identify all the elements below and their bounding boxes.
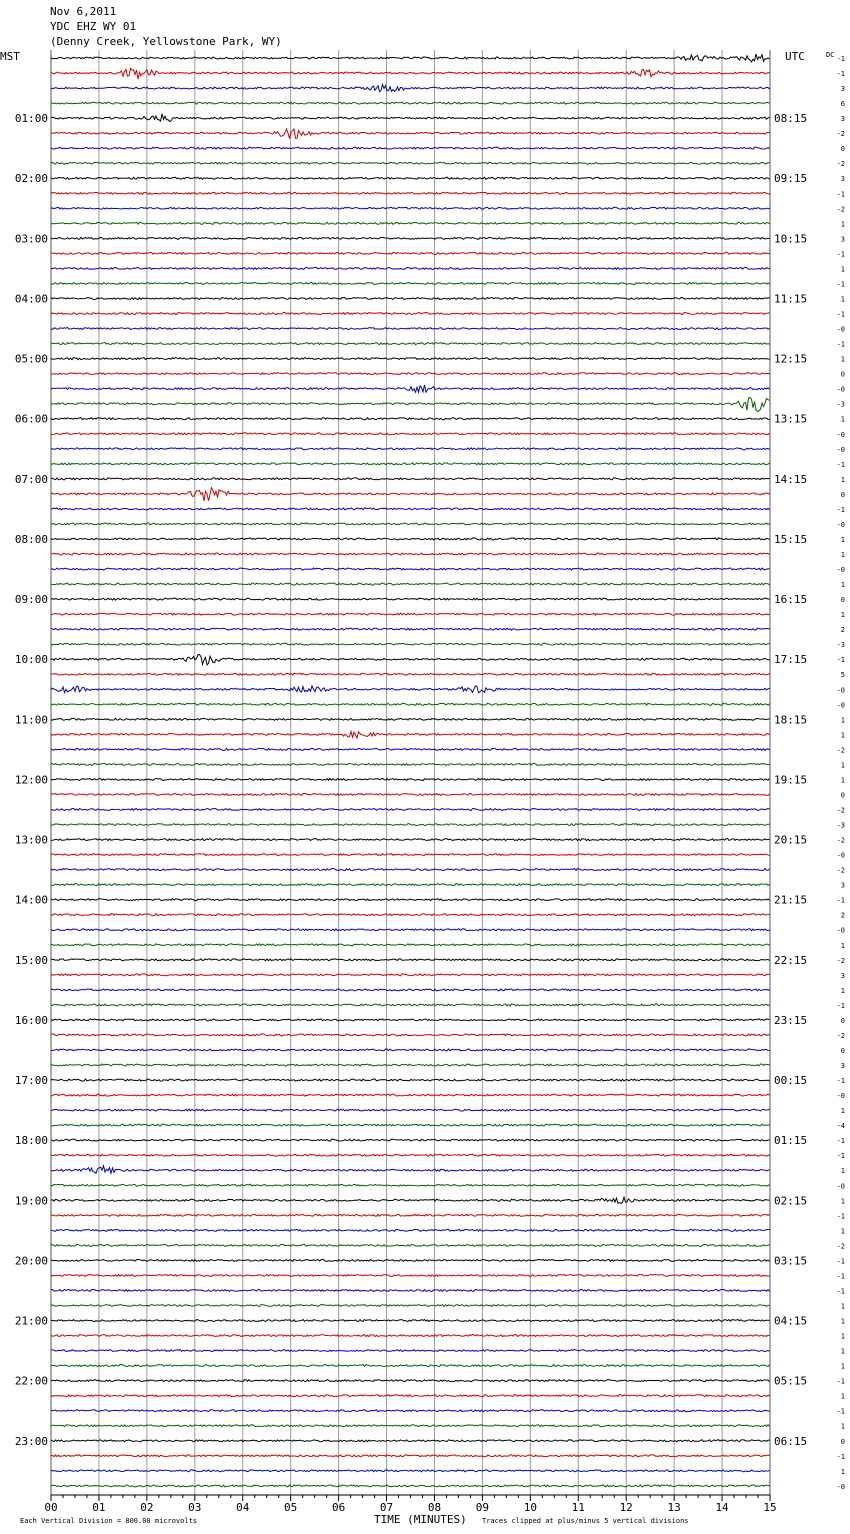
- utc-hour-label: 02:15: [774, 1194, 808, 1208]
- dc-offset-value: -2: [836, 1242, 845, 1251]
- seismic-trace: [51, 1319, 770, 1321]
- dc-offset-value: 1: [840, 1107, 845, 1116]
- seismic-trace: [51, 328, 770, 330]
- seismic-trace: [51, 1139, 770, 1141]
- x-tick-label: 06: [331, 1501, 346, 1514]
- seismic-trace: [51, 1166, 770, 1174]
- dc-offset-value: -0: [836, 430, 845, 439]
- dc-offset-value: -2: [836, 866, 845, 875]
- utc-hour-label: 06:15: [774, 1434, 808, 1448]
- dc-offset-value: 5: [840, 671, 845, 680]
- dc-offset-value: -1: [836, 1257, 845, 1266]
- dc-offset-value: -0: [836, 445, 845, 454]
- dc-offset-value: -1: [836, 190, 845, 199]
- seismic-trace: [51, 839, 770, 841]
- dc-offset-value: 1: [840, 776, 845, 785]
- mst-hour-label: 22:00: [14, 1374, 48, 1388]
- mst-hour-label: 10:00: [14, 653, 48, 667]
- x-tick-label: 11: [571, 1501, 585, 1514]
- dc-offset-value: -1: [836, 1452, 845, 1461]
- label-group: [15, 55, 845, 1514]
- seismic-trace: [51, 718, 770, 720]
- seismic-trace: [51, 808, 770, 810]
- mst-axis-label: MST: [0, 50, 20, 63]
- x-tick-label: 02: [140, 1501, 154, 1514]
- dc-offset-value: -0: [836, 926, 845, 935]
- seismic-trace: [51, 1094, 770, 1096]
- dc-offset-value: 0: [840, 791, 845, 800]
- seismic-trace: [51, 583, 770, 585]
- dc-offset-value: 1: [840, 265, 845, 274]
- seismic-trace: [51, 703, 770, 705]
- mst-hour-label: 03:00: [14, 232, 48, 246]
- dc-offset-value: 1: [840, 220, 845, 229]
- seismic-trace: [51, 267, 770, 269]
- dc-offset-value: 0: [840, 1016, 845, 1025]
- dc-offset-value: 3: [840, 881, 845, 890]
- dc-offset-value: -1: [836, 505, 845, 514]
- seismic-trace: [51, 974, 770, 976]
- seismic-trace: [51, 763, 770, 765]
- seismic-trace: [51, 731, 770, 738]
- seismic-trace: [51, 1410, 770, 1412]
- dc-offset-value: -0: [836, 1182, 845, 1191]
- mst-hour-label: 19:00: [14, 1194, 48, 1208]
- seismic-trace: [51, 1244, 770, 1246]
- dc-offset-value: 2: [840, 626, 845, 635]
- mst-hour-label: 15:00: [14, 953, 48, 967]
- seismic-trace: [51, 748, 770, 750]
- seismic-trace: [51, 312, 770, 314]
- station-title: YDC EHZ WY 01: [50, 20, 137, 33]
- dc-offset-value: 3: [840, 115, 845, 124]
- seismic-trace: [51, 1395, 770, 1397]
- seismic-trace: [51, 1214, 770, 1216]
- dc-offset-value: 1: [840, 355, 845, 364]
- dc-offset-value: 1: [840, 986, 845, 995]
- utc-axis-label: UTC: [785, 50, 805, 63]
- seismic-trace: [51, 508, 770, 510]
- mst-hour-label: 17:00: [14, 1074, 48, 1088]
- dc-offset-value: 1: [840, 295, 845, 304]
- seismic-trace: [51, 1124, 770, 1126]
- seismic-trace: [51, 162, 770, 164]
- x-tick-label: 08: [427, 1501, 442, 1514]
- seismic-trace: [51, 1470, 770, 1472]
- dc-offset-value: -2: [836, 806, 845, 815]
- x-tick-label: 00: [44, 1501, 58, 1514]
- dc-offset-value: 6: [840, 100, 845, 109]
- utc-hour-label: 08:15: [774, 112, 808, 126]
- seismic-trace: [51, 488, 770, 501]
- x-tick-label: 13: [667, 1501, 681, 1514]
- seismic-trace: [51, 778, 770, 780]
- dc-offset-value: 1: [840, 415, 845, 424]
- seismic-trace: [51, 114, 770, 122]
- mst-hour-label: 08:00: [14, 532, 48, 546]
- seismic-trace: [51, 373, 770, 375]
- seismic-trace: [51, 343, 770, 345]
- utc-hour-label: 10:15: [774, 232, 808, 246]
- x-tick-label: 03: [188, 1501, 202, 1514]
- seismic-trace: [51, 102, 770, 104]
- seismic-trace: [51, 385, 770, 392]
- clip-note: Traces clipped at plus/minus 5 vertical divisions: [482, 1517, 689, 1525]
- dc-offset-value: 3: [840, 971, 845, 980]
- dc-offset-value: -1: [836, 1137, 845, 1146]
- dc-offset-value: -1: [836, 1212, 845, 1221]
- utc-hour-label: 22:15: [774, 953, 808, 967]
- seismic-trace: [51, 1485, 770, 1487]
- utc-hour-label: 20:15: [774, 833, 808, 847]
- x-tick-label: 01: [92, 1501, 106, 1514]
- seismic-trace: [51, 989, 770, 991]
- dc-offset-value: -1: [836, 310, 845, 319]
- dc-offset-value: -1: [836, 250, 845, 259]
- dc-offset-value: -2: [836, 130, 845, 139]
- dc-offset-value: -2: [836, 746, 845, 755]
- location-title: (Denny Creek, Yellowstone Park, WY): [50, 35, 282, 48]
- seismic-trace: [51, 1034, 770, 1036]
- mst-hour-label: 11:00: [14, 713, 48, 727]
- dc-offset-value: -3: [836, 821, 845, 830]
- x-tick-label: 12: [619, 1501, 633, 1514]
- utc-hour-label: 14:15: [774, 472, 808, 486]
- dc-offset-value: 3: [840, 235, 845, 244]
- dc-offset-value: 1: [840, 1392, 845, 1401]
- utc-hour-label: 11:15: [774, 292, 808, 306]
- dc-offset-value: -2: [836, 956, 845, 965]
- dc-offset-value: -0: [836, 566, 845, 575]
- dc-offset-value: -1: [836, 896, 845, 905]
- dc-offset-value: -0: [836, 686, 845, 695]
- utc-hour-label: 21:15: [774, 893, 808, 907]
- dc-offset-value: -1: [836, 1077, 845, 1086]
- utc-hour-label: 13:15: [774, 412, 808, 426]
- dc-offset-value: 0: [840, 1437, 845, 1446]
- utc-hour-label: 12:15: [774, 352, 808, 366]
- dc-offset-value: -1: [836, 55, 845, 63]
- dc-label: DC: [826, 51, 835, 59]
- dc-offset-value: -0: [836, 520, 845, 529]
- dc-offset-value: 1: [840, 1332, 845, 1341]
- seismic-trace: [51, 1440, 770, 1442]
- seismic-trace: [51, 824, 770, 826]
- seismic-trace: [51, 207, 770, 209]
- mst-hour-label: 13:00: [14, 833, 48, 847]
- mst-hour-label: 09:00: [14, 593, 48, 607]
- dc-offset-value: 0: [840, 1046, 845, 1055]
- utc-hour-label: 00:15: [774, 1074, 808, 1088]
- seismic-trace: [51, 568, 770, 570]
- mst-hour-label: 23:00: [14, 1434, 48, 1448]
- utc-hour-label: 04:15: [774, 1314, 808, 1328]
- date-title: Nov 6,2011: [50, 5, 117, 18]
- dc-offset-value: -3: [836, 641, 845, 650]
- seismic-trace: [51, 1229, 770, 1231]
- seismic-trace: [51, 252, 770, 254]
- seismic-trace: [51, 358, 770, 360]
- utc-hour-label: 15:15: [774, 532, 808, 546]
- seismic-trace: [51, 944, 770, 946]
- mst-hour-label: 16:00: [14, 1013, 48, 1027]
- seismic-trace: [51, 914, 770, 916]
- dc-offset-value: 0: [840, 596, 845, 605]
- seismic-trace: [51, 1274, 770, 1276]
- dc-offset-value: 0: [840, 490, 845, 499]
- seismic-trace: [51, 1197, 770, 1203]
- seismic-trace: [51, 129, 770, 139]
- seismic-trace: [51, 959, 770, 961]
- utc-hour-label: 01:15: [774, 1134, 808, 1148]
- dc-offset-value: -0: [836, 1482, 845, 1491]
- trace-group: [51, 54, 770, 1487]
- dc-offset-value: -3: [836, 400, 845, 409]
- utc-hour-label: 19:15: [774, 773, 808, 787]
- seismic-trace: [51, 1064, 770, 1066]
- dc-offset-value: 3: [840, 85, 845, 94]
- mst-hour-label: 18:00: [14, 1134, 48, 1148]
- x-tick-label: 09: [475, 1501, 490, 1514]
- dc-offset-value: -1: [836, 1377, 845, 1386]
- seismic-trace: [51, 1079, 770, 1081]
- dc-offset-value: 1: [840, 941, 845, 950]
- x-tick-label: 15: [763, 1501, 777, 1514]
- mst-hour-label: 04:00: [14, 292, 48, 306]
- dc-offset-value: 3: [840, 175, 845, 184]
- seismic-trace: [51, 793, 770, 795]
- seismic-trace: [51, 297, 770, 299]
- seismic-trace: [51, 628, 770, 630]
- mst-hour-label: 02:00: [14, 172, 48, 186]
- mst-hour-label: 01:00: [14, 112, 48, 126]
- seismic-trace: [51, 613, 770, 615]
- seismic-trace: [51, 192, 770, 194]
- mst-hour-label: 07:00: [14, 472, 48, 486]
- dc-offset-value: 1: [840, 581, 845, 590]
- seismic-trace: [51, 1049, 770, 1051]
- utc-hour-label: 16:15: [774, 593, 808, 607]
- x-tick-label: 14: [715, 1501, 729, 1514]
- seismic-trace: [51, 1154, 770, 1156]
- seismic-trace: [51, 1109, 770, 1111]
- seismic-trace: [51, 854, 770, 856]
- dc-offset-value: 1: [840, 535, 845, 544]
- seismic-trace: [51, 1289, 770, 1291]
- seismic-trace: [51, 686, 770, 693]
- seismic-trace: [51, 418, 770, 420]
- dc-offset-value: 1: [840, 1467, 845, 1476]
- seismic-trace: [51, 463, 770, 465]
- dc-offset-value: -0: [836, 1092, 845, 1101]
- mst-hour-label: 14:00: [14, 893, 48, 907]
- dc-offset-value: -1: [836, 340, 845, 349]
- dc-offset-value: -0: [836, 325, 845, 334]
- x-tick-label: 10: [523, 1501, 537, 1514]
- utc-hour-label: 17:15: [774, 653, 808, 667]
- dc-offset-value: -2: [836, 836, 845, 845]
- seismic-trace: [51, 523, 770, 525]
- mst-hour-label: 21:00: [14, 1314, 48, 1328]
- dc-offset-value: 3: [840, 1062, 845, 1071]
- dc-offset-value: 1: [840, 731, 845, 740]
- utc-hour-label: 09:15: [774, 172, 808, 186]
- dc-offset-value: 1: [840, 1317, 845, 1326]
- x-axis-label: TIME (MINUTES): [374, 1513, 467, 1526]
- seismic-trace: [51, 673, 770, 675]
- seismic-trace: [51, 177, 770, 179]
- dc-offset-value: -1: [836, 1407, 845, 1416]
- dc-offset-value: -1: [836, 70, 845, 79]
- seismic-trace: [51, 433, 770, 435]
- seismic-trace: [51, 1425, 770, 1427]
- seismic-trace: [51, 1019, 770, 1021]
- dc-offset-value: 1: [840, 475, 845, 484]
- seismic-trace: [51, 448, 770, 450]
- mst-hour-label: 06:00: [14, 412, 48, 426]
- mst-hour-label: 20:00: [14, 1254, 48, 1268]
- dc-offset-value: -0: [836, 701, 845, 710]
- seismic-trace: [51, 54, 770, 62]
- seismic-trace: [51, 1455, 770, 1457]
- dc-offset-value: -1: [836, 460, 845, 469]
- seismic-trace: [51, 84, 770, 91]
- seismic-trace: [51, 1184, 770, 1186]
- scale-note: Each Vertical Division = 800.00 microvolts: [20, 1517, 198, 1525]
- dc-offset-value: 1: [840, 1197, 845, 1206]
- dc-offset-value: -1: [836, 1287, 845, 1296]
- dc-offset-value: -4: [836, 1122, 845, 1131]
- seismic-trace: [51, 1380, 770, 1382]
- dc-offset-value: 1: [840, 1362, 845, 1371]
- dc-offset-value: -2: [836, 205, 845, 214]
- mst-hour-label: 05:00: [14, 352, 48, 366]
- dc-offset-value: -1: [836, 1001, 845, 1010]
- seismic-trace: [51, 643, 770, 645]
- dc-offset-value: 2: [840, 911, 845, 920]
- dc-offset-value: -1: [836, 1272, 845, 1281]
- seismic-trace: [51, 553, 770, 555]
- utc-hour-label: 03:15: [774, 1254, 808, 1268]
- seismic-trace: [51, 478, 770, 480]
- dc-offset-value: -0: [836, 385, 845, 394]
- dc-offset-value: 1: [840, 1227, 845, 1236]
- seismic-trace: [51, 69, 770, 80]
- dc-offset-value: 1: [840, 1422, 845, 1431]
- dc-offset-value: 0: [840, 370, 845, 379]
- dc-offset-value: -2: [836, 160, 845, 169]
- seismic-trace: [51, 655, 770, 665]
- seismic-trace: [51, 147, 770, 149]
- seismic-trace: [51, 397, 770, 411]
- seismic-trace: [51, 237, 770, 239]
- dc-offset-value: 1: [840, 1347, 845, 1356]
- dc-offset-value: -1: [836, 1152, 845, 1161]
- x-tick-label: 07: [379, 1501, 394, 1514]
- dc-offset-value: 0: [840, 145, 845, 154]
- dc-offset-value: -2: [836, 1031, 845, 1040]
- dc-offset-value: 1: [840, 1302, 845, 1311]
- seismic-trace: [51, 884, 770, 886]
- dc-offset-value: 1: [840, 761, 845, 770]
- seismic-trace: [51, 1304, 770, 1306]
- dc-offset-value: 1: [840, 611, 845, 620]
- seismic-trace: [51, 1259, 770, 1261]
- seismic-trace: [51, 1365, 770, 1367]
- dc-offset-value: 1: [840, 716, 845, 725]
- seismic-trace: [51, 1334, 770, 1336]
- seismic-trace: [51, 282, 770, 284]
- utc-hour-label: 05:15: [774, 1374, 808, 1388]
- utc-hour-label: 18:15: [774, 713, 808, 727]
- seismic-trace: [51, 1004, 770, 1006]
- seismic-trace: [51, 899, 770, 901]
- x-tick-label: 04: [236, 1501, 250, 1514]
- seismic-trace: [51, 598, 770, 600]
- dc-offset-value: -1: [836, 280, 845, 289]
- seismic-trace: [51, 929, 770, 931]
- utc-hour-label: 23:15: [774, 1013, 808, 1027]
- mst-hour-label: 12:00: [14, 773, 48, 787]
- seismic-trace: [51, 869, 770, 871]
- dc-offset-value: 1: [840, 1167, 845, 1176]
- x-tick-label: 05: [284, 1501, 298, 1514]
- seismic-trace: [51, 222, 770, 224]
- dc-offset-value: 1: [840, 550, 845, 559]
- dc-offset-value: -0: [836, 851, 845, 860]
- dc-offset-value: -1: [836, 656, 845, 665]
- seismic-trace: [51, 1350, 770, 1352]
- seismic-trace: [51, 538, 770, 540]
